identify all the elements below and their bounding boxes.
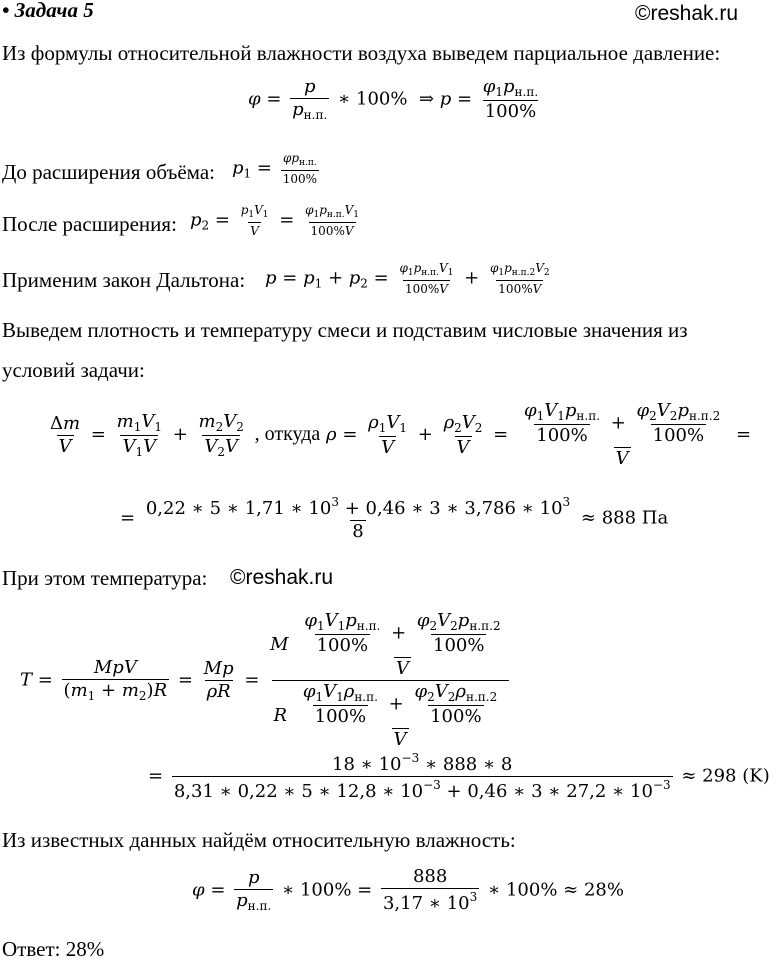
formula-p2: $p_2$ = $\frac{p_1V_1}{V}$ = $\frac{\varphi_1p_{н.п.}V_1}{100\%V}$ — [190, 203, 360, 238]
formula-dalton: $p = p_1 + p_2$ = $\frac{\varphi_1p_{н.п.}V_1}{100\%V}$ + $\frac{\varphi_1p_{н.п.2}V_2}{100\%V}$ — [265, 261, 550, 296]
watermark-inline: ©reshak.ru — [230, 566, 334, 589]
label-before-expansion: До расширения объёма: — [2, 160, 215, 184]
formula-humidity-result: φ = $\frac{p}{p_{н.п.}}$ ∗ 100% = $\frac{888}{3,17 ∗ 10^3}$ ∗ 100% ≈ 28% — [192, 866, 624, 914]
formula-p1: $p_1$ = $\frac{\varphi p_{н.п.}}{100\%}$ — [232, 151, 318, 186]
formula-temperature-numeric: = $\frac{18 ∗ 10^{-3} ∗ 888 ∗ 8}{8,31 ∗ 0,22 ∗ 5 ∗ 12,8 ∗ 10^{-3} + 0,46 ∗ 3 ∗ 27,2 ∗ 10^{-3}}$ ≈ 298 (K) — [148, 751, 770, 802]
watermark: ©reshak.ru — [635, 2, 739, 25]
paragraph-density-line2: условий задачи: — [2, 358, 145, 382]
formula-density: $\frac{\Delta m}{V}$ = $\frac{m_1V_1}{V_1V}$ + $\frac{m_2V_2}{V_2V}$ , откуда ρ = $\frac{\rho_1V_1}{V}$ + $\frac{\rho_2V_2}{V}$ = $\frac{\varphi_1V_1p_{н.п.}}{100\%}$ + $\frac{\varphi_2V_2p_{н.п.2}}{100\%}$ V = — [50, 400, 752, 469]
paragraph-density-line1: Выведем плотность и температуру смеси и подставим числовые значения из — [2, 318, 688, 342]
label-dalton: Применим закон Дальтона: — [2, 268, 246, 292]
paragraph-humidity: Из известных данных найдём относительную влажность: — [2, 828, 516, 852]
label-temperature: При этом температура: — [2, 566, 208, 590]
task-title: • Задача 5 — [2, 0, 94, 22]
formula-density-numeric: = $\frac{0,22 ∗ 5 ∗ 1,71 ∗ 10^3 + 0,46 ∗ 3 ∗ 3,786 ∗ 10^3}{8}$ ≈ 888 Па — [120, 495, 669, 542]
answer: Ответ: 28% — [2, 937, 105, 961]
formula-temperature: T = $\frac{\text{MpV}}{(m_1 + m_2)R}$ = $\frac{Mp}{\rho R}$ = M $\frac{\varphi_1V_1p_{н.п.}}{100\%}$ + $\frac{\varphi_2V_2p_{н.п.2}}{100\%}$ V R $\frac{\varphi_1V_1\rho_{н.п.}}{100\%}$ + $\frac{\varphi_2V_2\rho_{н.п.2}}{100\%}$ V — [20, 612, 516, 749]
label-after-expansion: После расширения: — [2, 212, 177, 236]
paragraph-intro: Из формулы относительной влажности воздуха выведем парциальное давление: — [2, 41, 721, 65]
formula-humidity: φ = $\frac{p}{p_{н.п.}}$ ∗ 100% ⇒ p = $\frac{\varphi_1p_{н.п.}}{100\%}$ — [248, 76, 539, 122]
